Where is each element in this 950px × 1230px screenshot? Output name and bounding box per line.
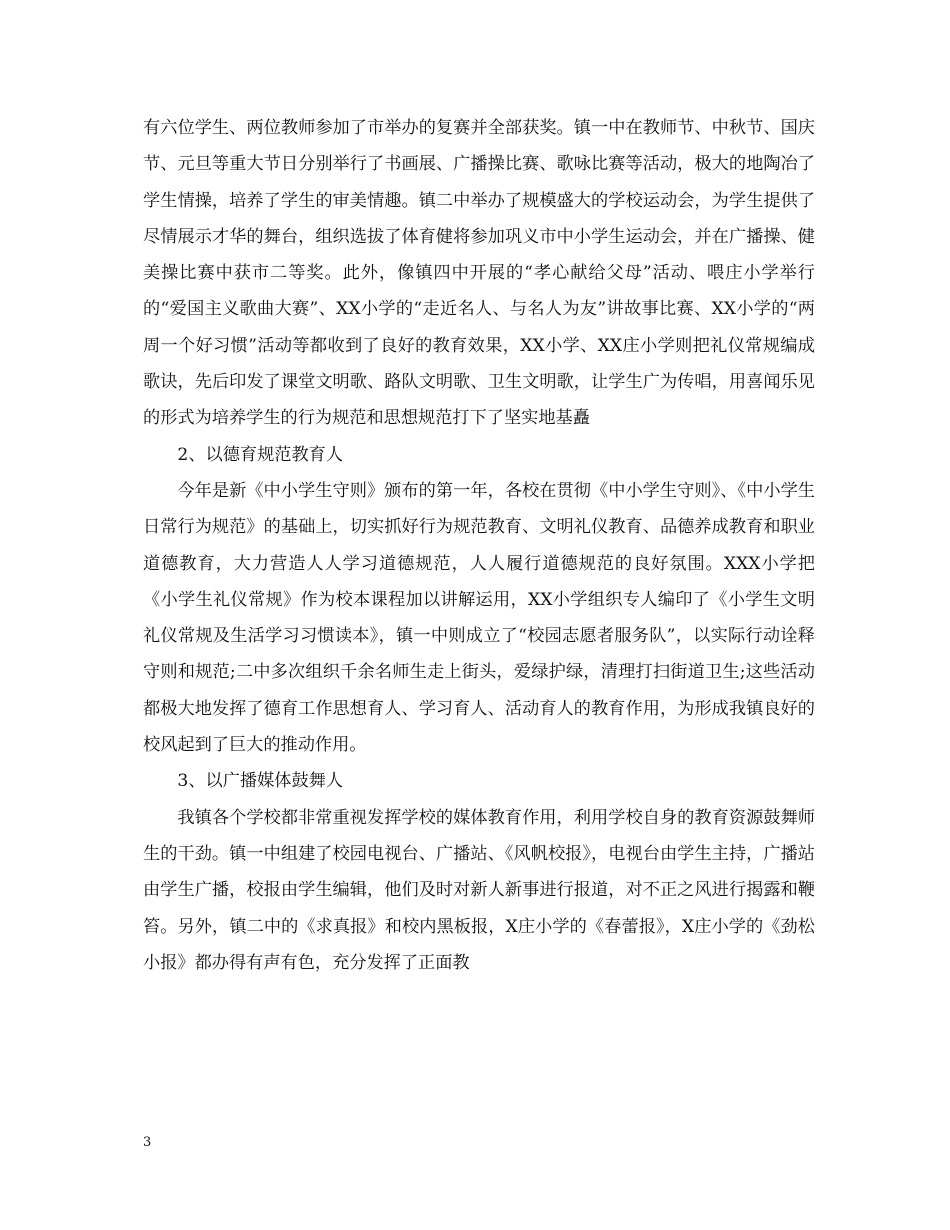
section-heading-2: 2、以德育规范教育人 xyxy=(177,444,344,465)
document-body xyxy=(143,110,815,981)
paragraph-continued: 有六位学生、两位教师参加了市举办的复赛并全部获奖。镇一中在教师节、中秋节、国庆节、元旦等重大节日分别举行了书画展、广播操比赛、歌咏比赛等活动，极大的地陶冶了学生情操，培养了学生的审美情趣。镇二中举办了规模盛大的学校运动会，为学生提供了尽情展示才华的舞台，组织选拔了体育健将参加巩义市中小学生运动会，并在广播操、健美操比赛中获市二等奖。此外，像镇四中开展的“孝心献给父母”活动、喂庄小学举行的“爱国主义歌曲大赛”、XX小学的“走近名人、与名人为友”讲故事比赛、XX小学的“两周一个好习惯”活动等都收到了良好的教育效果，XX小学、XX庄小学则把礼仪常规编成歌诀，先后印发了课堂文明歌、路队文明歌、卫生文明歌，让学生广为传唱，用喜闻乐见的形式为培养学生的行为规范和思想规范打下了坚实地基矗 xyxy=(143,118,815,429)
paragraph-moral-norms: 今年是新《中小学生守则》颁布的第一年，各校在贯彻《中小学生守则》、《中小学生日常行为规范》的基础上，切实抓好行为规范教育、文明礼仪教育、品德养成教育和职业道德教育，大力营造人人学习道德规范，人人履行道德规范的良好氛围。XXX小学把《小学生礼仪常规》作为校本课程加以讲解运用，XX小学组织专人编印了《小学生文明礼仪常规及生活学习习惯读本》，镇一中则成立了“校园志愿者服务队”，以实际行动诠释守则和规范;二中多次组织千余名师生走上街头，爱绿护绿，清理打扫街道卫生;这些活动都极大地发挥了德育工作思想育人、学习育人、活动育人的教育作用，为形成我镇良好的校风起到了巨大的推动作用。 xyxy=(143,480,815,756)
paragraph-broadcast-media: 我镇各个学校都非常重视发挥学校的媒体教育作用，利用学校自身的教育资源鼓舞师生的干劲。镇一中组建了校园电视台、广播站、《风帆校报》，电视台由学生主持，广播站由学生广播，校报由学生编辑，他们及时对新人新事进行报道，对不正之风进行揭露和鞭笞。另外，镇二中的《求真报》和校内黑板报，X庄小学的《春蕾报》，X庄小学的《劲松小报》都办得有声有色，充分发挥了正面教 xyxy=(143,807,815,973)
section-heading-3: 3、以广播媒体鼓舞人 xyxy=(177,771,344,792)
page-number: 3 xyxy=(143,1135,152,1150)
